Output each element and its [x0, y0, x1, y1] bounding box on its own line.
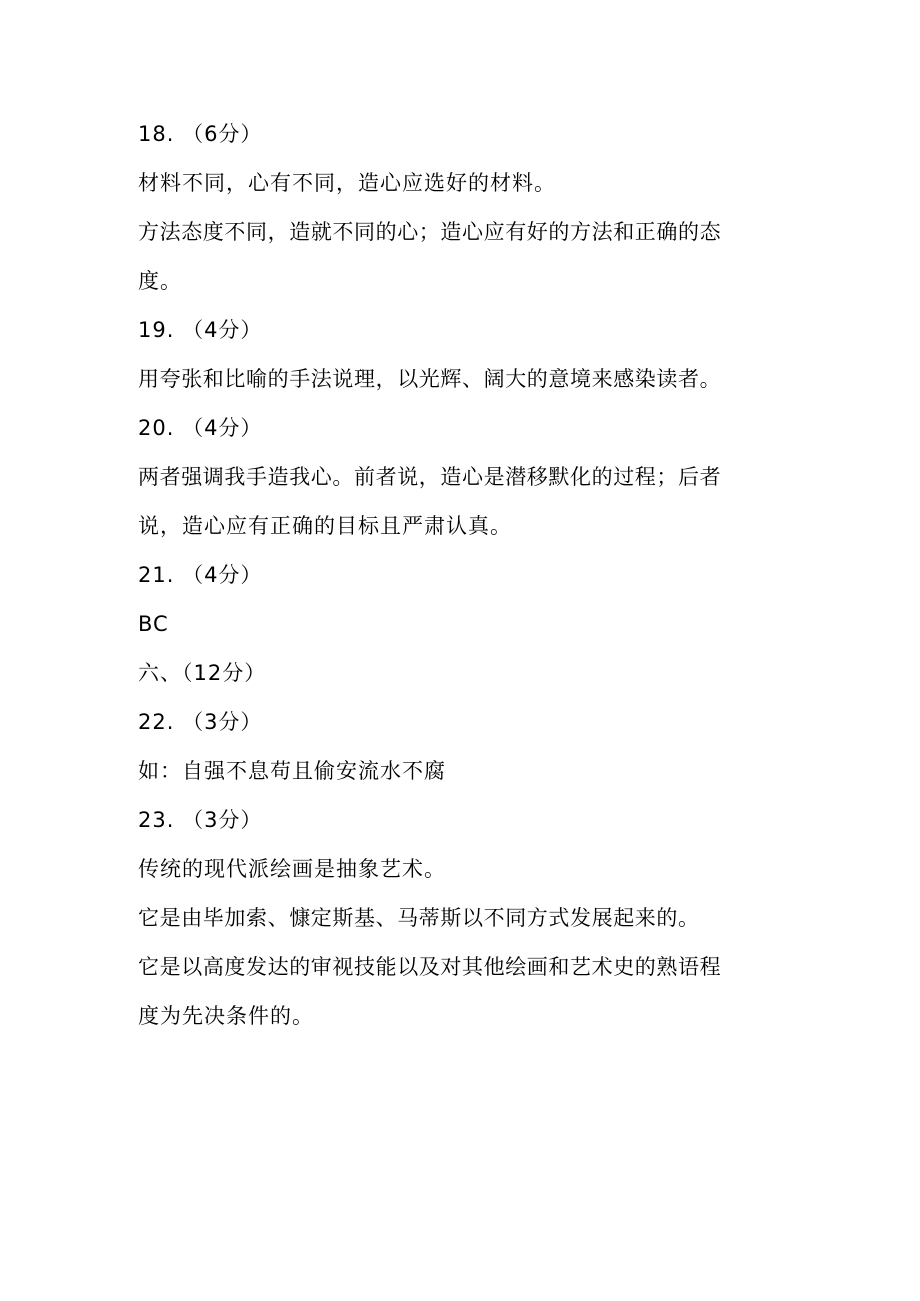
answer-18-line-1: 材料不同，心有不同，造心应选好的材料。 — [138, 171, 556, 195]
answer-18-line-2: 方法态度不同，造就不同的心；造心应有好的方法和正确的态 — [138, 220, 722, 244]
question-18-heading: 18. （6分） — [138, 122, 263, 146]
answer-20-line-2: 说，造心应有正确的目标且严肃认真。 — [138, 514, 512, 538]
question-23-heading: 23. （3分） — [138, 808, 263, 832]
answer-21: BC — [138, 612, 169, 636]
answer-20-line-1: 两者强调我手造我心。前者说，造心是潜移默化的过程；后者 — [138, 465, 722, 489]
answer-23-line-1: 传统的现代派绘画是抽象艺术。 — [138, 857, 446, 881]
answer-18-line-3: 度。 — [138, 269, 182, 293]
question-22-heading: 22. （3分） — [138, 710, 263, 734]
answer-23-line-4: 度为先决条件的。 — [138, 1004, 314, 1028]
answer-22: 如：自强不息苟且偷安流水不腐 — [138, 759, 446, 783]
question-20-heading: 20. （4分） — [138, 416, 263, 440]
question-21-heading: 21. （4分） — [138, 563, 263, 587]
question-19-heading: 19. （4分） — [138, 318, 263, 342]
section-6-heading: 六、（12分） — [138, 661, 267, 685]
answer-document — [138, 110, 778, 1041]
answer-19-line-1: 用夸张和比喻的手法说理，以光辉、阔大的意境来感染读者。 — [138, 367, 722, 391]
answer-23-line-2: 它是由毕加索、慷定斯基、马蒂斯以不同方式发展起来的。 — [138, 906, 700, 930]
answer-23-line-3: 它是以高度发达的审视技能以及对其他绘画和艺术史的熟语程 — [138, 955, 722, 979]
